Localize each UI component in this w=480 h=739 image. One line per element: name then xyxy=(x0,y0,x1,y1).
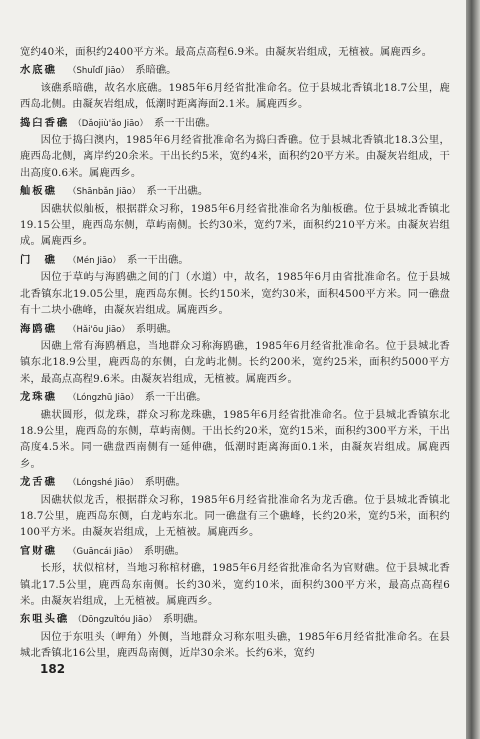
entry-heading xyxy=(20,115,450,132)
entry-heading xyxy=(20,474,450,491)
entry-pinyin: （Mén Jiāo） xyxy=(68,255,121,266)
entry-pinyin: （Guāncái Jiāo） xyxy=(68,546,138,557)
entry-term: 捣臼香礁 xyxy=(20,116,70,129)
entry-body: 该礁系暗礁，故名水底礁。1985年6月经省批准命名。位于县城北香镇北18.7公里，鹿西岛北侧。由凝灰岩组成，低潮时距离海面2.1米。属鹿西乡。 xyxy=(20,81,450,111)
entry-longzhu xyxy=(20,389,450,472)
entry-heading xyxy=(20,183,450,200)
entry-term: 龙舌礁 xyxy=(20,476,57,489)
entry-body: 因位于捣臼澳内，1985年6月经省批准命名为捣臼香礁。位于县城北香镇北18.3公里，鹿西岛北侧，离岸约20余米。干出长约5米，宽约4米，面积约20平方米。由凝灰岩组成，干出高度0.6米。属鹿西乡。 xyxy=(20,134,450,179)
entry-term: 门 礁 xyxy=(20,253,57,266)
entry-body: 因礁状似舢板，根据群众习称，1985年6月经省批准命名为舢板礁。位于县城北香镇北19.15公里，鹿西岛东侧，草屿南侧。长约30米，宽约7米，面积约210平方米。由凝灰岩组成。属鹿西乡。 xyxy=(20,202,450,248)
entry-gloss: 系明礁。 xyxy=(135,322,178,335)
entry-heading xyxy=(20,252,450,269)
entry-body: 因位于草屿与海鸥礁之间的门（水道）中，故名，1985年6月由省批准命名。位于县城北香镇东北19.05公里，鹿西岛东侧。长约150米，宽约30米，面积4500平方米。同一礁盘有十二块小礁峰，由凝灰岩组成。属鹿西乡。 xyxy=(20,271,450,317)
document-body xyxy=(20,44,450,662)
entry-pinyin: （Dōngzuǐtóu Jiāo） xyxy=(73,615,157,626)
entry-shanban xyxy=(20,183,450,250)
entry-term: 舢板礁 xyxy=(20,185,57,198)
entry-term: 东咀头礁 xyxy=(20,613,70,626)
entry-pinyin: （Hǎi'ōu Jiāo） xyxy=(68,324,130,335)
entry-shuidi xyxy=(20,62,450,112)
entry-heading xyxy=(20,389,450,406)
entry-gloss: 系暗礁。 xyxy=(135,64,177,77)
entry-heading xyxy=(20,321,450,338)
entry-term: 官财礁 xyxy=(20,544,57,557)
entry-heading xyxy=(20,62,450,79)
entry-pinyin: （Shuǐdǐ Jiāo） xyxy=(68,66,130,77)
entry-body: 长形，状似棺材，当地习称棺材礁，1985年6月经省批准命名为官财礁。位于县城北香镇北17.5公里，鹿西岛东南侧。长约30米，宽约10米，面积约300平方米，最高点高程6米。由凝灰岩组成，上无植被。属鹿西乡。 xyxy=(20,562,450,607)
entry-dongzuitou xyxy=(20,611,450,661)
entry-gloss: 系明礁。 xyxy=(143,544,185,557)
entry-heading xyxy=(20,543,450,560)
continuation-paragraph: 宽约40米，面积约2400平方米。最高点高程6.9米。由凝灰岩组成，无植被。属鹿西乡。 xyxy=(20,46,433,58)
page-number: 182 xyxy=(40,662,66,676)
entry-haiou xyxy=(20,321,450,388)
entry-longshe xyxy=(20,474,450,541)
entry-term: 龙珠礁 xyxy=(20,391,57,404)
entry-term: 海鸥礁 xyxy=(20,322,57,335)
entry-body: 礁状圆形，似龙珠，群众习称龙珠礁，1985年6月经省批准命名。位于县城北香镇东北18.9公里，鹿西岛的东侧，草屿南侧。干出长约20米，宽约15米，面积约300平方米，干出高度4.5米。同一礁盘西南侧有一延伸礁，低潮时距离海面0.1米，由凝灰岩组成。属鹿西乡。 xyxy=(20,408,450,470)
entry-gloss: 系一干出礁。 xyxy=(144,391,207,404)
entry-pinyin: （Lóngzhū Jiāo） xyxy=(68,393,139,404)
entry-heading xyxy=(20,611,450,628)
entry-term: 水底礁 xyxy=(20,64,57,77)
book-spine-shadow xyxy=(466,0,480,739)
entry-gloss: 系明礁。 xyxy=(162,613,205,626)
entry-body: 因位于东咀头（岬角）外侧，当地群众习称东咀头礁，1985年6月经省批准命名。在县城北香镇北16公里，鹿西岛南侧，近岸30余米。长约6米，宽约 xyxy=(20,630,450,660)
entry-gloss: 系一干出礁。 xyxy=(153,116,216,129)
entry-gloss: 系一干出礁。 xyxy=(146,185,209,198)
entry-men xyxy=(20,252,450,319)
entry-pinyin: （Dǎojiù'ǎo Jiāo） xyxy=(73,118,148,129)
entry-pinyin: （Lóngshé Jiāo） xyxy=(68,478,139,489)
entry-pinyin: （Shānbǎn Jiāo） xyxy=(68,187,141,198)
entry-body: 因礁状似龙舌，根据群众习称，1985年6月经省批准命名为龙舌礁。位于县城北香镇北18.7公里，鹿西岛东侧，白龙屿东北。同一礁盘有三个礁峰，长约20米，宽约5米，面积约100平方米。由凝灰岩组成，上无植被。属鹿西乡。 xyxy=(20,493,450,539)
entry-gloss: 系一干出礁。 xyxy=(126,253,189,266)
entry-guancai xyxy=(20,543,450,610)
entry-daojiuxiang xyxy=(20,115,450,182)
entry-gloss: 系明礁。 xyxy=(144,476,186,489)
entry-body: 因礁上常有海鸥栖息，当地群众习称海鸥礁，1985年6月经省批准命名。位于县城北香镇东北18.9公里，鹿西岛的东侧，白龙屿北侧。长约200米，宽约25米，面积约5000平方米，最高点高程9.6米。由凝灰岩组成，无植被。属鹿西乡。 xyxy=(20,339,450,385)
